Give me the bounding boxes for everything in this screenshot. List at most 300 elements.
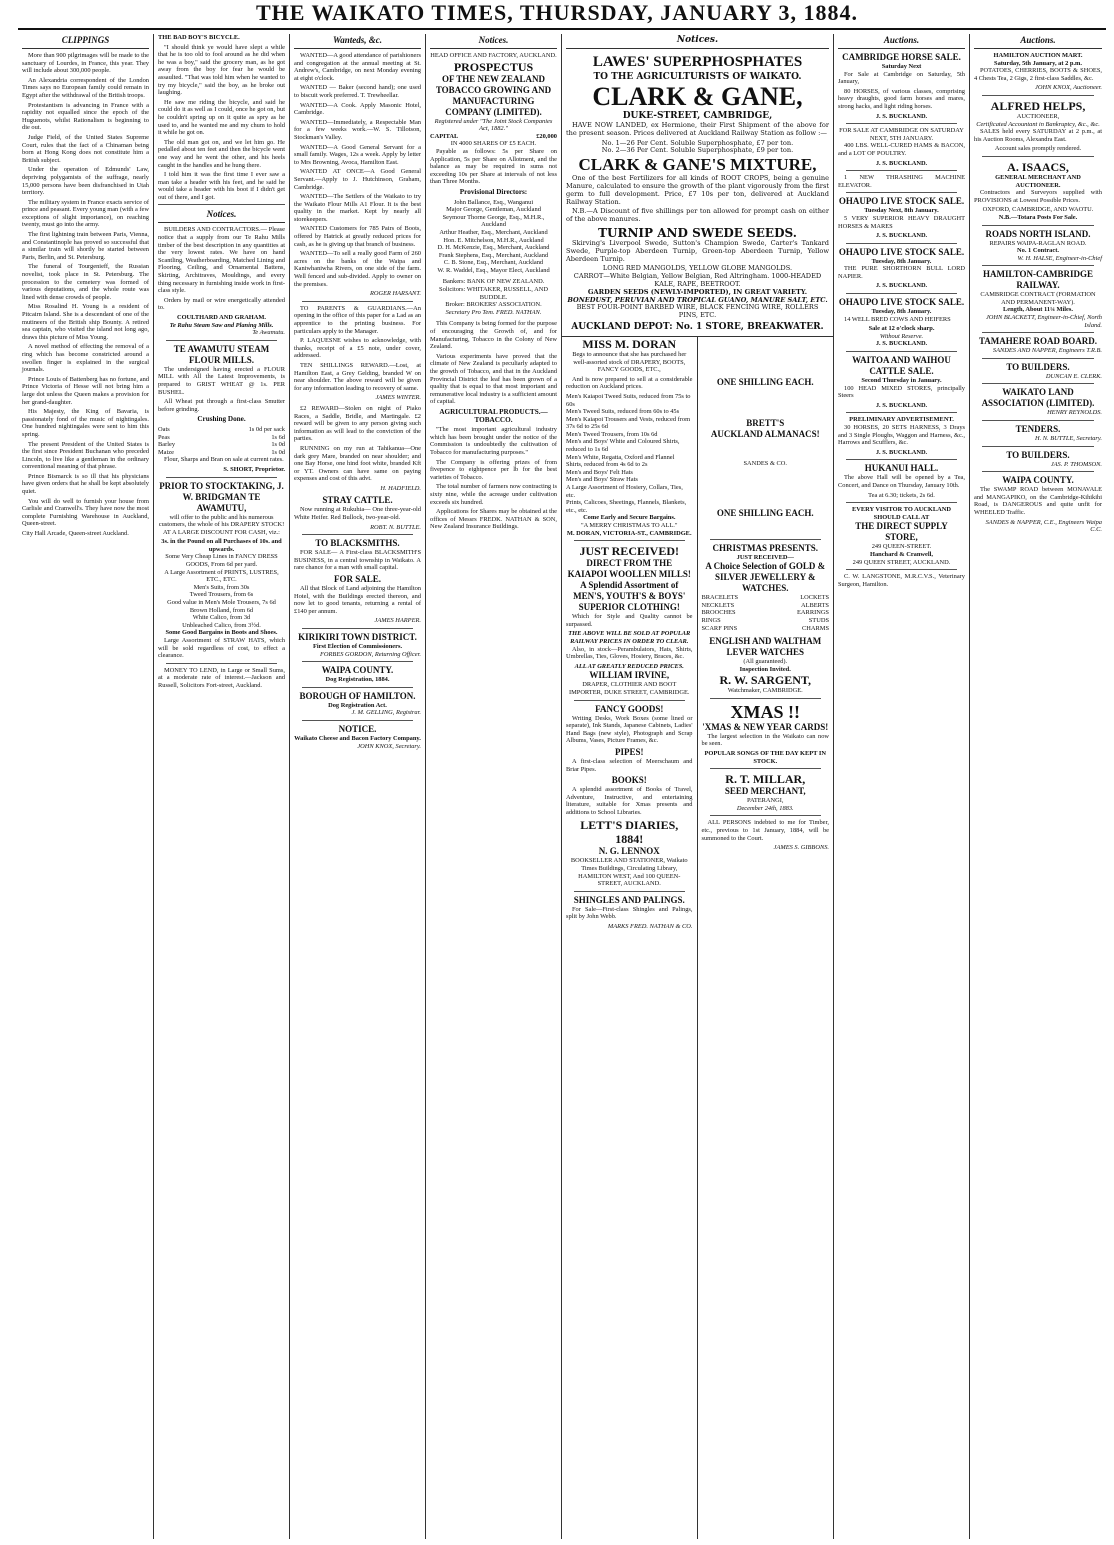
divider — [982, 358, 1094, 359]
masthead-rule — [18, 28, 1106, 30]
divider — [710, 815, 822, 816]
ad-signature: JAMES WINTER. — [375, 394, 421, 402]
bridgman-boots: Some Good Bargains in Boots and Shoes. — [165, 629, 278, 637]
prospectus-paragraph: Various experiments have proved that the climate of New Zealand is peculiarly adapted to the growth of Tobacco, and that in the Auckland Provincial District the leaf has been grown of a quality that is equal to that most important and remunerative local industry is a sufficient amount of capital. — [430, 352, 557, 406]
clipping-paragraph: The military system in France exacts service of prince and peasant. Every young man (with a few exceptions of slight importance), on reaching twenty, must go into the army. — [22, 198, 149, 229]
watches-title: ENGLISH AND WALTHAM LEVER WATCHES — [709, 636, 822, 658]
for-sale-title: FOR SALE. — [333, 574, 381, 585]
wanted-ad: WANTED—Immediately, a Respectable Man for a few weeks work.—W. S. Tillotson, Stockman's Valley. — [294, 118, 421, 141]
jewel-item: SCARF PINS — [701, 624, 738, 632]
divider — [846, 170, 957, 171]
clothing-title: A Splendid Assortment of MEN'S, YOUTH'S & BOYS' SUPERIOR CLOTHING! — [573, 580, 686, 613]
crushing-price: 1s 0d per sack — [248, 425, 285, 433]
hamilton-mart-date: Saturday, 5th January, at 2 p.m. — [994, 59, 1082, 67]
wanted-ad: WANTED AT ONCE—A Good General Servant.—Apply to J. Hutchinson, Graham, Cambridge. — [294, 168, 421, 191]
heading-rule — [22, 48, 149, 49]
wanted-ad: WANTED — Baker (second hand); one used to biscuit work preferred. T. Trewheellar. — [294, 84, 421, 99]
jewel-item: RINGS — [701, 616, 721, 624]
bonedust-line: BONEDUST, PERUVIAN AND TROPICAL GUANO, MANURE SALT, ETC. — [567, 295, 828, 304]
pipes-title: PIPES! — [614, 746, 644, 757]
horse-sale-title: CAMBRIDGE HORSE SALE. — [842, 52, 961, 62]
wanted-ad: WANTED—The Settlers of the Waikato to try the Waikato Flour Mills A1 Flour. It is the best quality in the market. Kept by nearly all storekeepers. — [294, 193, 421, 223]
sale-time: Sale at 12 o'clock sharp. — [868, 325, 935, 333]
notices-heading: Notices. — [206, 209, 237, 220]
wanteds-heading: Wanteds, &c. — [332, 35, 383, 45]
column-sargent — [698, 337, 834, 1539]
ad-signature: FORBES GORDON, Returning Officer. — [320, 650, 421, 658]
doran-title: MISS M. DORAN — [582, 336, 677, 351]
ohaupo-sale-date-3: Tuesday, 8th January. — [871, 308, 932, 316]
divider — [982, 446, 1094, 447]
bridgman-title: PRIOR TO STOCKTAKING, J. W. BRIDGMAN TE AWAMUTU, — [159, 480, 284, 513]
turnip-text: Skirving's Liverpool Swede, Sutton's Champion Swede, Carter's Tankard Swede, Purple-top Aberdeen Turnip, Green-top Aberdeen Turnip, Yellow Aberdeen Turnip. — [566, 238, 829, 263]
divider — [302, 534, 413, 535]
divider — [982, 420, 1094, 421]
heading-rule — [158, 222, 285, 223]
alfred-helps-sub-2: Certificated Accountant in Bankruptcy, &c., &c. — [976, 120, 1100, 128]
hanchard-address: 249 QUEEN STREET, AUCKLAND. — [852, 558, 951, 566]
sales-text: SALES held every SATURDAY at 2 p.m., at his Auction Rooms, Alexandra East. — [974, 128, 1102, 143]
story-paragraph: "I should think ye would have slept a while that he is too old to fool around as he did when he was a boy," said the grocery man, as he got away from the boy for fear he would be assaulted. "That was told him when he wanted to try my bicycle," said the boy, as he broke out laughing. — [158, 43, 285, 97]
borough-dog-registration: Dog Registration Act. — [328, 701, 387, 709]
one-shilling-each: ONE SHILLING EACH. — [716, 376, 814, 387]
isaacs-place: OXFORD, CAMBRIDGE, AND WAOTU. — [982, 206, 1094, 214]
books-title: BOOKS! — [611, 775, 647, 786]
wanted-ad: TEN SHILLINGS REWARD.—Lost, at Hamilton East, a Grey Gelding, branded W on near shoulder. The above reward will be given for any information leading to recovery of same. — [294, 361, 421, 392]
for-sale-text: All that Block of Land adjoining the Hamilton Hotel, with the Buildings erected thereon, and now let to good tenants, returning a rental of £140 per annum. — [294, 585, 421, 615]
just-received: JUST RECEIVED— — [736, 553, 794, 561]
carrot-line: CARROT—White Belgian, Yellow Belgian, Red Altringham. 1000-HEADED KALE, RAPE, BEETROOT. — [573, 272, 822, 288]
divider — [846, 569, 957, 570]
prospectus-paragraph: The Company is offering prizes of from fivepence to eightpence per lb for the best varieties of Tobacco. — [430, 458, 557, 481]
bridgman-dress-goods: Some Very Cheap Lines in FANCY DRESS GOODS, From 6d per yard. — [165, 553, 278, 569]
story-paragraph: He saw me riding the bicycle, and said he could do it as well as I could, once he got on, but he couldn't spring up on it quite as spry as he used to, and he wanted me and my chum to hold it while he got on. — [158, 98, 285, 137]
clippings-heading: CLIPPINGS — [61, 35, 110, 45]
christmas-title: CHRISTMAS PRESENTS. — [712, 542, 819, 553]
page-columns — [18, 34, 1106, 1539]
jewel-row — [702, 617, 830, 625]
doran-item: Men's Kaiapoi Trousers and Vests, reduced from 37s 6d to 25s 6d — [566, 415, 691, 431]
capital-value: £20,000 — [536, 132, 557, 140]
divider — [846, 293, 957, 294]
buckland-signature: J. S. BUCKLAND. — [875, 112, 928, 120]
money-to-lend: MONEY TO LEND, in Large or Small Sums, at a moderate rate of interest.—Jackson and Russell, Solicitors Fort-street, Auckland. — [158, 666, 285, 689]
ohaupo-sale-date: Tuesday Next, 8th January. — [864, 207, 939, 215]
blacksmiths-title: TO BLACKSMITHS. — [315, 538, 400, 549]
cattle-sale: FOR SALE AT CAMBRIDGE ON SATURDAY NEXT, 5TH JANUARY. — [839, 127, 964, 142]
divider — [302, 628, 413, 629]
divider — [846, 351, 957, 352]
irvine-sub: DRAPER, CLOTHIER AND BOOT IMPORTER, DUKE STREET, CAMBRIDGE. — [568, 681, 690, 696]
capital-row — [430, 133, 557, 141]
blacksmiths-text: FOR SALE— A First-class BLACKSMITH'S BUSINESS, in a central township in Waikato. A rare chance for a man with small capital. — [294, 549, 421, 572]
waipa-county-title: WAIPA COUNTY. — [1002, 475, 1074, 486]
millar-name: R. T. MILLAR, — [725, 772, 806, 787]
ad-signature: JOHN KNOX, Secretary. — [357, 742, 421, 750]
crushing-grain: Oats — [158, 425, 170, 433]
prospectus-paragraph: Applications for Shares may be obtained at the offices of Messrs FREDK. NATHAN & SON, New Zealand Insurance Buildings. — [430, 508, 557, 531]
jewel-item: BRACELETS — [701, 594, 739, 602]
mixture-text: One of the best Fertilizers for all kinds of ROOT CROPS, being a genuine Manure, calculated to ensure the growth of the plant vigorously from the first germ to full development. Price, £7 10s per ton, delivered at Auckland Railway Station. — [566, 174, 829, 206]
sargent-name: R. W. SARGENT, — [719, 673, 811, 688]
jewel-item: ALBERTS — [800, 601, 829, 609]
hukanui-text: The above Hall will be opened by a Tea, Concert, and Dance on Thursday, January 10th. — [838, 474, 965, 489]
jewel-item: LOCKETS — [800, 594, 829, 602]
buttle-signature: H. N. BUTTLE, Secretary. — [1034, 435, 1102, 443]
crushing-price: 1s 0d — [271, 448, 285, 456]
shingles-title: SHINGLES AND PALINGS. — [573, 894, 685, 905]
kirikiri-title: KIRIKIRI TOWN DISTRICT. — [298, 632, 417, 642]
crushing-price: 1s 6d — [271, 433, 285, 441]
builders-place: Te Awamutu. — [252, 329, 285, 337]
divider — [302, 301, 413, 302]
clipping-paragraph: You will do well to furnish your house from Carlisle and Cranwell's. They have now the most complete Furnishing Warehouse in Auckland, Queen-street. — [22, 497, 149, 528]
divider — [166, 340, 277, 341]
stray-cattle-text: Now running at Rukuhia— One three-year-old White Heifer. Red Bullock, two-year-old. — [294, 506, 421, 522]
agricultural-heading: AGRICULTURAL PRODUCTS.— TOBACCO. — [439, 407, 548, 424]
mixture-title: CLARK & GANE'S MIXTURE, — [578, 155, 817, 175]
ad-signature: H. HADFIELD. — [380, 484, 421, 492]
director: D. H. McKenzie, Esq., Merchant, Auckland — [437, 244, 550, 252]
ohaupo-sale-title: OHAUPO LIVE STOCK SALE. — [838, 196, 965, 207]
clipping-paragraph: Under the operation of Edmunds' Law, depriving polygamists of the suffrage, nearly 15,000 persons have been disfranchised in Utah territory. — [22, 166, 149, 197]
clark-gane-street: DUKE-STREET, CAMBRIDGE, — [622, 111, 773, 121]
buckland-signature: J. S. BUCKLAND. — [875, 448, 928, 456]
jewel-row — [702, 602, 830, 610]
divider — [846, 459, 957, 460]
divider — [158, 204, 285, 205]
clipping-paragraph: Miss Rosalind H. Young is a resident of Pitcairn Island. She is a descendant of one of the mutineers of the British ship Bounty. A retired sea captain, who visited the island not long ago, draws this picture of Miss Young. — [22, 303, 149, 341]
books-text: A splendid assortment of Books of Travel, Adventure, Instructive, and entertaining literature, suitable for Xmas presents and additions to School Libraries. — [566, 786, 693, 816]
director: John Ballance, Esq., Wanganui — [453, 198, 534, 206]
director: W. R. Waddel, Esq., Mayor Elect, Auckland — [437, 266, 550, 274]
buckland-signature: J. S. BUCKLAND. — [875, 159, 928, 167]
divider — [846, 123, 957, 124]
stray-cattle-title: STRAY CATTLE. — [322, 495, 393, 506]
clipping-footer: City Hall Arcade, Queen-street Auckland. — [22, 530, 129, 538]
lawes-subtitle: TO THE AGRICULTURISTS OF WAIKATO. — [593, 72, 802, 82]
director: Arthur Heather, Esq., Merchant, Auckland — [439, 228, 548, 236]
clipping-paragraph: His Majesty, the King of Bavaria, is passionately fond of the music of nightingales. One hundred nightingales were sent to him this spring. — [22, 408, 149, 438]
waipa-signature: SANDES & NAPPER, C.E., Engineers Waipa C.C. — [985, 518, 1102, 534]
columns-5-6-lower — [562, 337, 833, 1539]
waipa-dog-registration: Dog Registration, 1884. — [325, 676, 390, 684]
broker: Broker: BROKERS' ASSOCIATION. — [445, 301, 542, 309]
thrashing-text: 1 NEW THRASHING MACHINE ELEVATOR. — [838, 174, 965, 189]
irvine-name: WILLIAM IRVINE, — [589, 670, 670, 681]
heading-rule — [566, 48, 829, 49]
sargent-sub: Watchmaker, CAMBRIDGE. — [727, 687, 803, 695]
lawes-title: LAWES' SUPERPHOSPHATES — [592, 54, 803, 70]
wanted-ad: WANTED—A good attendance of parishioners and congregation at the annual meeting at St. Andrew's, Cambridge, on next Monday evening at eight o'clock. — [294, 52, 421, 82]
price-line: No. 2—36 Per Cent. Soluble Superphosphate, £9 per ton. — [601, 146, 794, 155]
divider — [710, 698, 822, 699]
jewel-item: NECKLETS — [701, 601, 735, 609]
divider — [710, 768, 822, 769]
crushing-heading: Crushing Done. — [197, 415, 246, 424]
column-prospectus — [426, 34, 562, 1539]
draught-text: 5 VERY SUPERIOR HEAVY DRAUGHT HORSES & MARES — [838, 214, 965, 230]
wanted-ad: WANTED—A Good General Servant for a small family. Wages, 12s a week. Apply by letter to Mrs Browning, Avoca, Hamilton East. — [294, 143, 421, 166]
column-wanteds — [290, 34, 426, 1539]
builders-title-2: TO BUILDERS. — [1006, 449, 1070, 460]
doran-item: Men's and Boys' White and Coloured Shirts, reduced to 1s 6d — [566, 438, 680, 454]
waipa-county-title: WAIPA COUNTY. — [321, 665, 394, 676]
jewel-row — [702, 609, 830, 617]
railway-title: HAMILTON-CAMBRIDGE RAILWAY. — [982, 269, 1093, 291]
thomson-signature: JAS. P. THOMSON. — [1050, 460, 1102, 468]
notices-heading: Notices. — [478, 35, 509, 45]
xmas-title: XMAS !! — [730, 701, 800, 722]
builders-signature: COULTHARD AND GRAHAM. — [176, 314, 267, 321]
jewel-item: STUDS — [808, 616, 829, 624]
xmas-text: The largest selection in the Waikato can now be seen. — [701, 732, 829, 748]
heading-rule — [430, 48, 557, 49]
jewellery-title: A Choice Selection of GOLD & SILVER JEWELLERY & WATCHES. — [705, 561, 826, 594]
flour-mill-advert — [158, 344, 285, 474]
direct-supply-title: THE DIRECT SUPPLY STORE, — [855, 521, 948, 543]
divider — [846, 502, 957, 503]
builders-title: TO BUILDERS. — [1006, 361, 1070, 372]
seed-merchant: SEED MERCHANT, — [724, 786, 806, 797]
flour-mill-title: TE AWAMUTU STEAM FLOUR MILLS. — [173, 343, 270, 365]
builders-text: BUILDERS AND CONTRACTORS.— Please notice that a supply from our Te Rahu Mills timber of the best description in any quantities at the very lowest rates. We have on hand Scantling, Weatherboarding, Matched Lining and Flooring, Ceiling, and Ornamental Battens, Skirting, Architraves, Mouldings, and every thing necessary in furnishing inside work in first-class style. — [158, 226, 285, 295]
divider — [302, 687, 413, 688]
column-auctions-buckland — [834, 34, 970, 1539]
watches-sub: (All guaranteed). — [743, 658, 788, 666]
masthead — [0, 0, 1114, 30]
bridgman-item: Brown Holland, from 6d — [189, 606, 254, 614]
just-received-title: JUST RECEIVED! — [579, 544, 679, 559]
doran-item: A Large Assortment of Hosiery, Collars, Ties, etc. — [566, 484, 683, 499]
isaacs-name: A. ISAACS, — [1007, 159, 1069, 174]
bridgman-item: White Calico, from 3d — [192, 614, 251, 622]
horses-text: 80 HORSES, of various classes, comprising heavy draughts, good farm horses and mares, strong hacks, and light riding horses. — [838, 87, 965, 110]
flour-mill-text-2: All Wheat put through a first-class Smutter before grinding. — [158, 398, 285, 413]
columns-clark-gane — [562, 34, 834, 1539]
directors-heading: Provisional Directors: — [459, 187, 528, 196]
builders-orders: Orders by mail or wire energetically attended to. — [158, 296, 285, 312]
horse-sale-text: For Sale at Cambridge on Saturday, 5th January, — [838, 70, 965, 86]
auctions-heading: Auctions. — [883, 35, 920, 45]
newspaper-title: THE WAIKATO TIMES, THURSDAY, JANUARY 3, 1884. — [255, 0, 859, 25]
ohaupo-sale-date-2: Tuesday, 8th January. — [871, 257, 932, 265]
prospectus-paragraph: The total number of farmers now contracting is sixty nine, while the acreage under cultivation exceeds six hundred. — [430, 483, 557, 506]
heading-rule — [974, 48, 1102, 49]
prospectus-paragraph: This Company is being formed for the purpose of encouraging the Growth of, and for Manufacturing, Tobacco in the Colony of New Zealand. — [430, 320, 557, 351]
builders-advert — [158, 226, 285, 336]
garden-seeds-line: GARDEN SEEDS (NEWLY-IMPORTED), IN GREAT VARIETY. — [587, 287, 808, 296]
shingles-signature: MARKS FRED. NATHAN & CO. — [607, 923, 693, 931]
ad-signature: ROGER HARSANT. — [370, 290, 421, 298]
jewel-row — [702, 594, 830, 602]
price-line: No. 1—26 Per Cent. Soluble Superphosphate, £7 per ton. — [601, 138, 794, 147]
bridgman-discount: 3s. in the Pound on all Purchases of 10s. and upwards. — [161, 538, 282, 553]
clothing-text: Which for Style and Quality cannot be surpassed. — [566, 613, 693, 628]
railway-length: Length, About 11¼ Miles. — [1003, 306, 1073, 314]
director: Major George, Gentleman, Auckland — [446, 206, 541, 214]
queen-street: 249 QUEEN-STREET. — [871, 543, 932, 551]
xmas-cards: 'XMAS & NEW YEAR CARDS! — [702, 721, 829, 732]
bridgman-text: will offer to the public and his numerous customers, the whole of his DRAPERY STOCK! AT A LARGE DISCOUNT FOR CASH, viz.: — [158, 513, 285, 536]
cheese-company-title: Waikato Cheese and Bacon Factory Company. — [294, 734, 421, 742]
land-association-title: WAIKATO LAND ASSOCIATION (LIMITED). — [981, 387, 1095, 409]
clipping-paragraph: A novel method of effecting the removal of a ring which has become constricted around a swollen finger is explained in the surgical journals. — [22, 343, 149, 374]
divider — [982, 332, 1094, 333]
ohaupo-sale-title-2: OHAUPO LIVE STOCK SALE. — [838, 246, 965, 257]
bull-text: THE PURE SHORTHORN BULL LORD NAPIER. — [838, 265, 965, 280]
kaiapoi-direct: DIRECT FROM THE KAIAPOI WOOLLEN MILLS! — [567, 558, 691, 580]
solicitors: Solicitors: WHITAKER, RUSSELL, AND BUDDLE. — [439, 286, 548, 301]
wanted-ad: TO PARENTS & GUARDIANS.—An opening in the office of this paper for a Lad as an apprentice to the printing business. For particulars apply to the Manager. — [294, 304, 421, 335]
clipping-paragraph: Prince Louis of Battenberg has no fortune, and Prince Victoria of Hesse will not bring him a large dot unless the Queen makes a provision for her grand-daughter. — [22, 375, 149, 406]
waitoa-date: Second Thursday in January. — [861, 377, 942, 385]
clerk-signature: DUNCAN E. CLERK. — [1045, 372, 1102, 380]
director: Hon. E. Mitchelson, M.H.R., Auckland — [443, 236, 544, 244]
inspection: Inspection Invited. — [739, 665, 791, 673]
pipes-text: A first-class selection of Meerschaum and Briar Pipes. — [566, 757, 693, 773]
director: Seymour Thorne George, Esq., M.H.R., Auckland — [442, 213, 545, 229]
hamilton-mart-title: HAMILTON AUCTION MART. — [993, 52, 1083, 59]
doran-item: Men's Tweed Suits, reduced from 60s to 45s — [566, 408, 680, 416]
doran-signature: M. DORAN, VICTORIA-ST., CAMBRIDGE. — [566, 529, 692, 537]
tamahere-title: TAMAHERE ROAD BOARD. — [978, 336, 1098, 347]
kirikiri-sub: First Election of Commissioners. — [312, 643, 403, 650]
diaries-title: LETT'S DIARIES, 1884! — [580, 818, 679, 847]
seed-place: PATERANGI, — [746, 797, 784, 805]
alfred-helps-name: ALFRED HELPS, — [990, 98, 1086, 113]
popular-songs: POPULAR SONGS OF THE DAY KEPT IN STOCK. — [704, 750, 827, 765]
story-paragraph: The old man got on, and we let him go. He pedalled about ten feet and then the bicycle went one way and he went the other, and his heels caught in the handles and he hung there. — [158, 138, 285, 169]
crushing-grain: Maize — [158, 448, 174, 456]
totara-posts: N.B.—Totara Posts For Sale. — [998, 213, 1078, 221]
crushing-row — [158, 441, 285, 449]
prospectus-paragraph: "The most important agricultural industry which has been brought under the notice of the Commission is undoubtedly the cultivation of Tobacco for manufacturing purposes." — [430, 426, 557, 456]
hukanui-title: HUKANUI HALL. — [864, 463, 939, 474]
wanted-ad: £2 REWARD—Stolen on night of Piako Races, a Saddle, Bridle, and Martingale. £2 reward will be given to any person giving such information as will lead to the conviction of the parties. — [294, 404, 421, 443]
jewel-item: CHARMS — [802, 624, 829, 632]
buckland-signature: J. S. BUCKLAND. — [875, 282, 928, 290]
doran-item: Men's and Boys' Felt Hats — [566, 468, 633, 476]
seed-date: December 24th, 1883. — [736, 804, 794, 812]
divider — [166, 663, 277, 664]
crushing-row — [158, 449, 285, 457]
reduced-prices: ALL AT GREATLY REDUCED PRICES. — [574, 662, 684, 670]
mixture-note: N.B.—A Discount of five shillings per ton allowed for prompt cash on either of the above manures. — [566, 207, 829, 224]
auckland-depot: AUCKLAND DEPOT: No. 1 STORE, BREAKWATER. — [571, 321, 824, 332]
divider — [710, 539, 822, 540]
bridgman-item: Tweed Trousers, from 6s — [189, 591, 254, 599]
doran-item: Men's White, Regatta, Oxford and Flannel Shirts, reduced from 4s 6d to 2s — [566, 453, 675, 469]
hams-text: 400 LBS. WELL-CURED HAMS & BACON, and a LOT OF POULTRY. — [838, 142, 965, 157]
almanac-sub: SANDES & CO. — [743, 459, 787, 467]
isaacs-text: Contractors and Surveyors supplied with PROVISIONS at Lowest Possible Prices. — [974, 189, 1102, 204]
almanac-title: AUCKLAND ALMANACS! — [710, 428, 820, 439]
crushing-row — [158, 434, 285, 442]
jewel-item: EARRINGS — [797, 609, 829, 617]
company-name: OF THE NEW ZEALAND TOBACCO GROWING AND MANUFACTURING COMPANY (LIMITED). — [435, 73, 552, 117]
divider — [982, 95, 1094, 96]
potatoes-text: POTATOES, CHERRIES, BOOTS & SHOES, 4 Chests Tea, 2 Gigs, 2 first-class Saddles, &c. — [974, 67, 1102, 82]
horse-sale-date: Saturday Next — [881, 63, 922, 70]
column-auctions-knox — [970, 34, 1106, 1539]
clipping-paragraph: The first lightning train between Paris, Vienna, and Constantinople has proved so successful that a similar train will shortly be started between Paris, Berlin, and St. Petersburg. — [22, 231, 149, 261]
ad-signature: ROBT. N. BUTTLE. — [370, 523, 421, 531]
divider — [574, 700, 685, 701]
mangolds-line: LONG RED MANGOLDS, YELLOW GLOBE MANGOLDS. — [602, 264, 793, 273]
registered-under: Registered under "The Joint Stock Companies Act, 1882." — [434, 117, 553, 133]
doran-item: Men's Tweed Trousers, from 10s 6d — [566, 430, 658, 438]
clipping-paragraph: The present President of the United States is the first since President Buchanan who preceded Lincoln, to live like a gentleman in the ordinary conventional meaning of that phrase. — [22, 440, 149, 471]
ohaupo-sale-title-3: OHAUPO LIVE STOCK SALE. — [838, 297, 965, 308]
clothing-price: THE ABOVE WILL BE SOLD AT POPULAR RAILWAY PRICES IN ORDER TO CLEAR. — [568, 630, 691, 645]
harness-text: 30 HORSES, 20 SETS HARNESS, 3 Drays and 3 Single Ploughs, Waggon and Harness, &c., Harrows and Scufflers, &c. — [838, 424, 965, 447]
divider — [574, 540, 685, 541]
bridgman-item: Men's Suits, from 30s — [193, 583, 250, 591]
crushing-grain: Peas — [158, 433, 170, 441]
accounts-text: Account sales promptly rendered. — [994, 145, 1082, 153]
divider — [846, 243, 957, 244]
isaacs-sub: GENERAL MERCHANT AND AUCTIONEER. — [995, 173, 1081, 189]
payable-text: Payable as follows: 5s per Share on Application, 5s per Share on Allotment, and the balance as may be required in sums not exceeding 10s per Share at intervals of not less than Three Months. — [430, 147, 557, 186]
doran-text: Begs to announce that she has purchased her well-assorted stock of DRAPERY, BOOTS, FANCY GOODS, ETC., — [572, 350, 687, 374]
wanted-ad: P. LAQUESNE wishes to acknowledge, with thanks, receipt of a £5 note, under cover, addressed. — [294, 337, 421, 360]
every-visitor: EVERY VISITOR TO AUCKLAND SHOULD CALL AT — [851, 506, 952, 521]
fancy-goods-title: FANCY GOODS! — [595, 703, 664, 714]
column-clippings — [18, 34, 154, 1539]
buckland-signature: J. S. BUCKLAND. — [875, 401, 928, 409]
divider — [982, 225, 1094, 226]
langstone-text: C. W. LANGSTONE, M.R.C.V.S., Veterinary Surgeon, Hamilton. — [838, 573, 965, 588]
notice-title: NOTICE. — [338, 723, 377, 734]
story-title: THE BAD BOY'S BICYCLE. — [158, 34, 240, 41]
shingles-text: For Sale—First-class Shingles and Palings, split by John Webb. — [566, 905, 693, 921]
wanted-ad: WANTED—To sell a really good Farm of 260 acres on the banks of the Waipa and Kaniwhaniwha Rivers, on one side of the farm. Well fenced and sub-divided. Apply to owner on the premises. — [294, 250, 421, 288]
bridgman-prints: A Large Assortment of PRINTS, LUSTRES, ETC., ETC. — [164, 568, 279, 584]
doran-prints: Prints, Calicoes, Sheetings, Flannels, Blankets, etc., etc. — [566, 499, 687, 514]
flour-mill-text: The undersigned having erected a FLOUR MILL with All the Latest Improvements, is prepared to GRIST WHEAT @ 1s. PER BUSHEL. — [158, 365, 285, 396]
story-paragraph: I told him it was the first time I ever saw a man take a header with his feet, and he said he would take a header with his boot if I didn't get out of there, and I got. — [158, 171, 285, 201]
doran-closing: Come Early and Secure Bargains. — [583, 514, 676, 522]
buckland-signature: J. S. BUCKLAND. — [875, 232, 928, 240]
clark-gane-advert — [562, 34, 833, 337]
capital-shares: IN 4000 SHARES OF £5 EACH. — [450, 140, 537, 148]
ad-signature: J. M. GELLING, Registrar. — [351, 709, 421, 717]
waitoa-title: WAITOA AND WAIHOU CATTLE SALE. — [852, 355, 951, 377]
divider — [982, 471, 1094, 472]
preliminary-title: PRELIMINARY ADVERTISEMENT. — [849, 416, 954, 424]
divider — [846, 412, 957, 413]
gibbons-signature: JAMES S. GIBBONS. — [773, 844, 829, 852]
roads-title: ROADS NORTH ISLAND. — [985, 228, 1091, 239]
clipping-paragraph: An Alexandria correspondent of the London Times says no European family could remain in Egypt after the withdrawal of the British troops. — [22, 76, 149, 99]
divider — [574, 891, 685, 892]
auctions-heading: Auctions. — [1020, 35, 1056, 45]
lennox-sub: BOOKSELLER AND STATIONER, Waikato Times Buildings, Circulating Library, HAMILTON WEST, And 100 QUEEN-STREET, AUCKLAND. — [570, 857, 688, 888]
doran-xmas: "A MERRY CHRISTMAS TO ALL." — [580, 522, 678, 529]
secretary: Secretary Pro Tem. FRED. NATHAN. — [445, 308, 542, 316]
capital-label: CAPITAL — [430, 132, 459, 140]
fancy-goods-text: Writing Desks, Work Boxes (some lined or separate), Ink Stands, Japanese Cabinets, Ladies' Hand Bags (new style), Photograph and Scrap Albums, Vases, Picture Frames, &c. — [566, 714, 693, 745]
clipping-paragraph: More than 900 pilgrimages will be made to the sanctuary of Lourdes, in France, this year. They will include about 300,000 people. — [22, 52, 149, 75]
tea-tickets: Tea at 6.30; tickets, 2s 6d. — [868, 491, 935, 499]
lennox-name: N. G. LENNOX — [598, 846, 660, 857]
clipping-paragraph: Prince Bismarck is so ill that his physicians have given orders that he shall be kept absolutely quiet. — [22, 472, 149, 496]
flour-mill-signature: S. SHORT, Proprietor. — [223, 465, 285, 473]
flour-mill-flour: Flour, Sharps and Bran on sale at current rates. — [164, 456, 284, 464]
crushing-row — [158, 426, 285, 434]
wanted-ad: WANTED Customers for 785 Pairs of Boots, offered by Hatrick at greatly reduced prices for cash, as he is giving up that branch of business. — [294, 225, 421, 248]
